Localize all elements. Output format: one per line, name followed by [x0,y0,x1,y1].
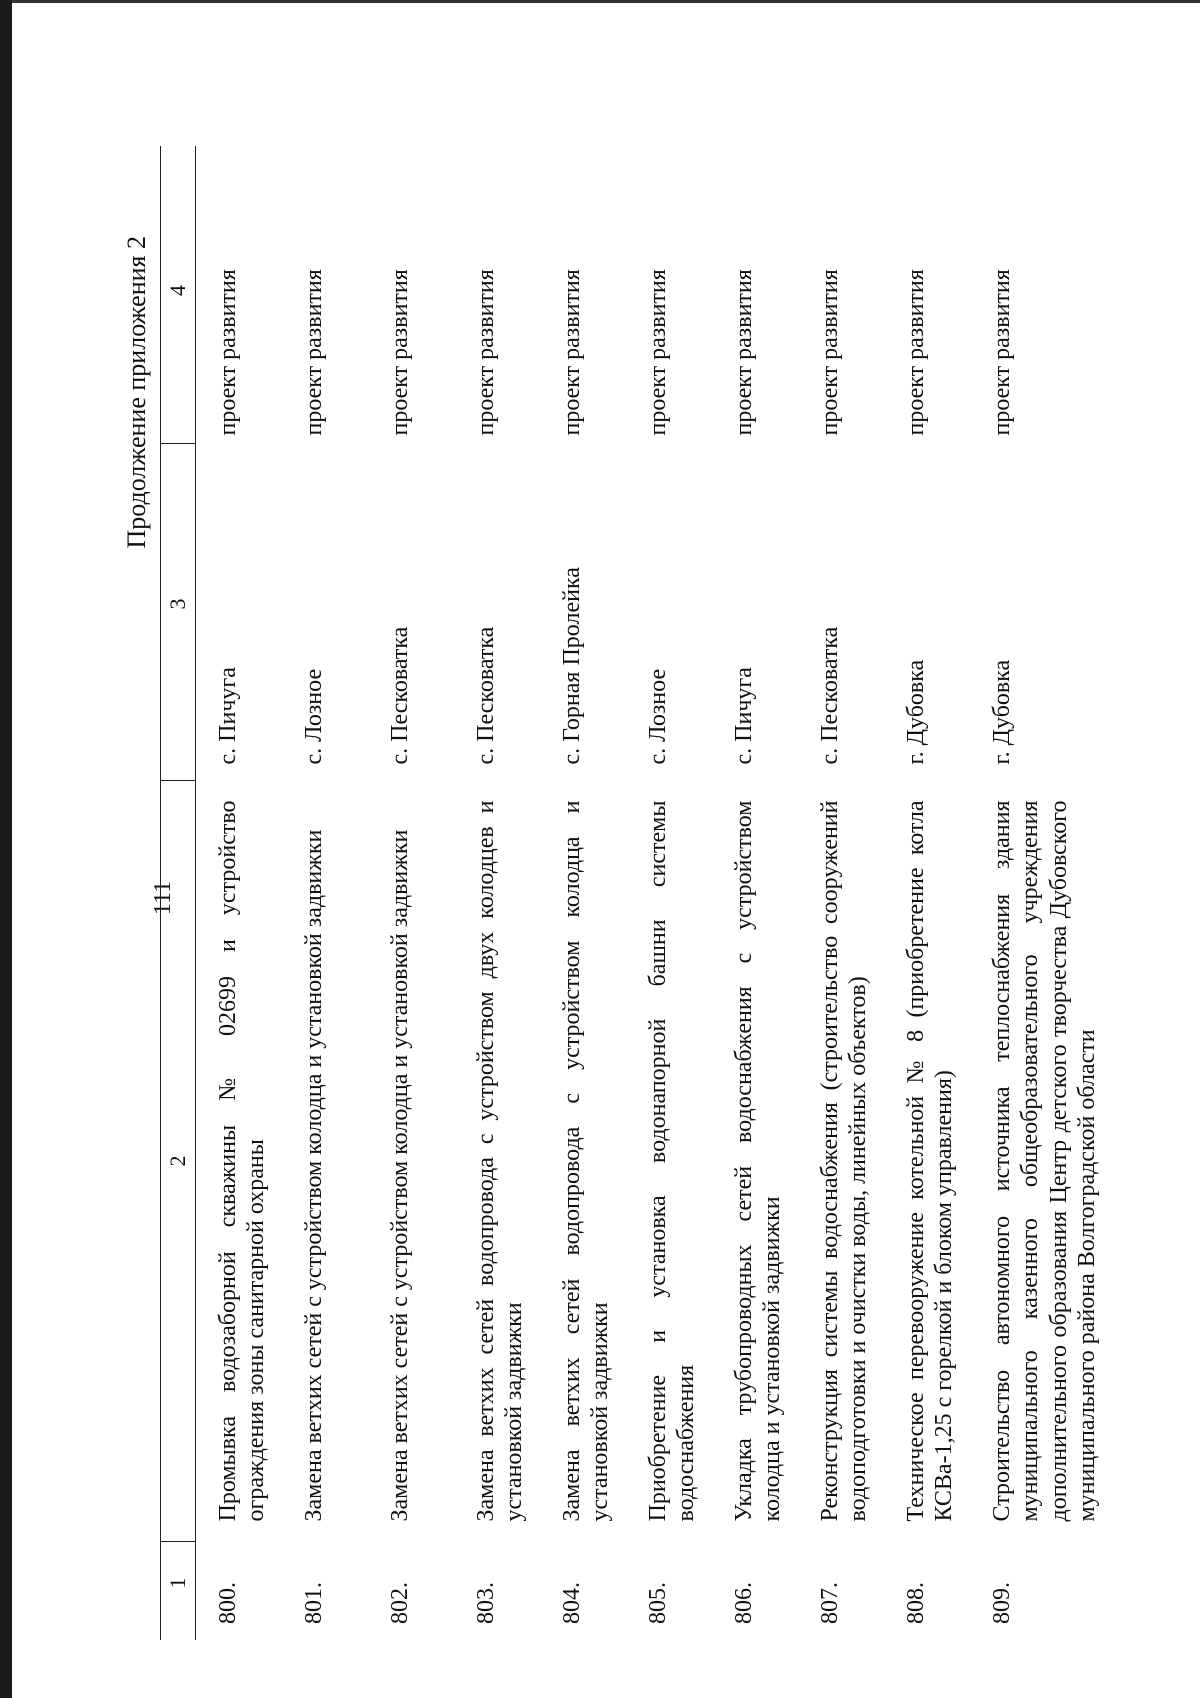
header-col-4: 4 [161,146,196,444]
table-row [195,146,284,1640]
row-description: Техническое перевооружение котельной № 8 (приобретение котла КСВа-1,25 с горелкой и блоком управления) [902,800,958,1522]
row-description: Замена ветхих сетей водопровода с устройством колодца и установкой задвижки [558,800,614,1522]
row-place: с. Пичуга [214,667,241,765]
rotated-page [120,98,1200,1698]
row-place: с. Песковатка [816,626,843,765]
row-number: 804. [558,1582,585,1624]
row-description: Приобретение и установка водонапорной башни системы водоснабжения [644,800,700,1522]
row-description: Реконструкция системы водоснабжения (строительство сооружений водоподготовки и очистки воды, линейных объектов) [816,800,872,1522]
row-number: 807. [816,1582,843,1624]
scan-top-edge [0,0,1200,3]
row-description: Укладка трубопроводных сетей водоснабжения с устройством колодца и установкой задвижки [730,800,786,1522]
row-description: Замена ветхих сетей водопровода с устройством двух колодцев и установкой задвижки [472,800,528,1522]
row-type: проект развития [214,269,241,436]
row-place: с. Песковатка [386,626,413,765]
row-number: 806. [730,1582,757,1624]
table-row [284,146,370,1640]
row-place: с. Лозное [300,668,327,765]
table-row [714,146,800,1640]
table-row [886,146,972,1640]
continuation-label: Продолжение приложения 2 [122,236,151,549]
row-description: Промывка водозаборной скважины № 02699 и устройство ограждения зоны санитарной охраны [214,800,270,1522]
row-type: проект развития [730,269,757,436]
table-header-row [161,146,196,1640]
row-place: г. Дубовка [988,659,1015,765]
row-number: 805. [644,1582,671,1624]
row-place: г. Дубовка [902,659,929,765]
header-col-3: 3 [161,444,196,781]
appendix-table [160,146,1101,1640]
row-place: с. Песковатка [472,626,499,765]
row-type: проект развития [386,269,413,436]
table-row [456,146,542,1640]
table-row [972,146,1101,1640]
row-type: проект развития [300,269,327,436]
row-description: Замена ветхих сетей с устройством колодца и установкой задвижки [386,829,413,1522]
row-description: Строительство автономного источника теплоснабжения здания муниципального казенного общеобразовательного учреждения дополнительного образования Центр детского творчества Дубовского муниципального района Волгоградской области [988,800,1100,1522]
table-row [628,146,714,1640]
table-row [370,146,456,1640]
row-number: 801. [300,1582,327,1624]
header-col-1: 1 [161,1542,196,1641]
row-type: проект развития [558,269,585,436]
row-number: 809. [988,1582,1015,1624]
table-row [542,146,628,1640]
row-type: проект развития [816,269,843,436]
row-number: 808. [902,1582,929,1624]
row-number: 800. [214,1582,241,1624]
row-number: 802. [386,1582,413,1624]
row-type: проект развития [988,269,1015,436]
row-description: Замена ветхих сетей с устройством колодца и установкой задвижки [300,829,327,1522]
row-place: с. Горная Пролейка [558,567,585,765]
scan-left-edge [0,0,12,1698]
page-number: 111 [150,880,176,916]
row-type: проект развития [644,269,671,436]
table-row [800,146,886,1640]
row-type: проект развития [472,269,499,436]
row-type: проект развития [902,269,929,436]
row-number: 803. [472,1582,499,1624]
row-place: с. Лозное [644,668,671,765]
row-place: с. Пичуга [730,667,757,765]
header-col-2: 2 [161,781,196,1542]
